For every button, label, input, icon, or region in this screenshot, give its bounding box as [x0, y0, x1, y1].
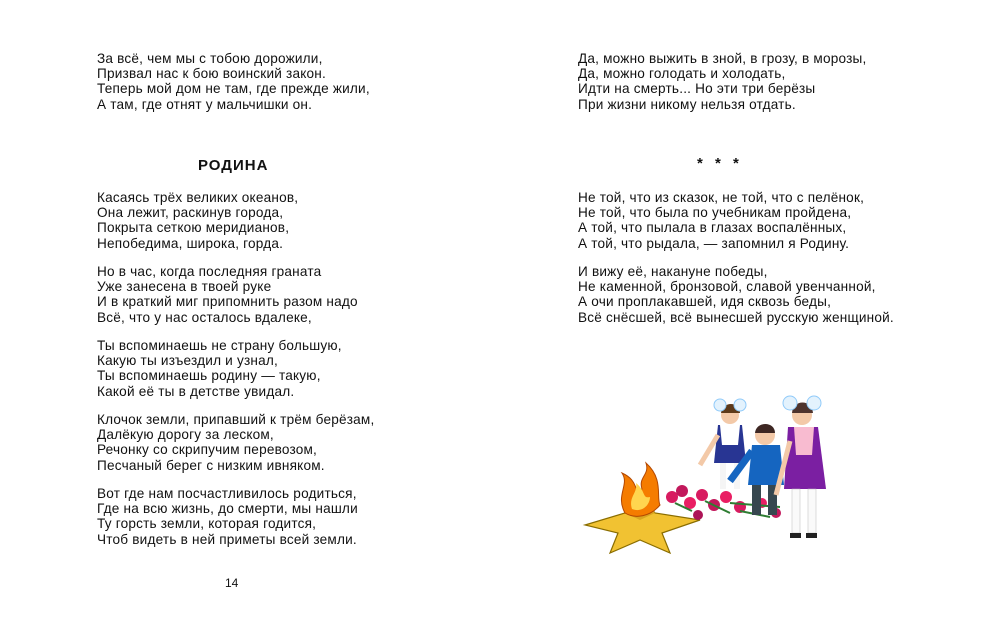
poem-line: Не каменной, бронзовой, славой увенчанной,: [578, 279, 876, 295]
poem-line: Да, можно голодать и холодать,: [578, 66, 786, 82]
right-intro-stanza: [578, 51, 866, 112]
poem-line: Не той, что из сказок, не той, что с пелёнок,: [578, 190, 865, 205]
poem-line: При жизни никому нельзя отдать.: [578, 96, 796, 112]
left-stanza-4: [97, 412, 374, 473]
poem-line: За всё, чем мы с тобою дорожили,: [97, 51, 323, 66]
poem-line: Теперь мой дом не там, где прежде жили,: [97, 81, 370, 97]
girl-right-figure: [776, 396, 826, 538]
poem-line: Песчаный берег с низким ивняком.: [97, 457, 325, 473]
poem-line: Касаясь трёх великих океанов,: [97, 190, 299, 205]
left-stanza-5: [97, 486, 358, 547]
poem-line: А той, что рыдала, — запомнил я Родину.: [578, 235, 850, 251]
poem-line: Идти на смерть... Но эти три берёзы: [578, 81, 816, 97]
poem-line: Но в час, когда последняя граната: [97, 264, 322, 279]
poem-line: А той, что пылала в глазах воспалённых,: [578, 220, 847, 236]
flowers-icon: [666, 485, 781, 520]
poem-line: Ты вспоминаешь родину — такую,: [97, 368, 321, 384]
poem-line: И вижу её, накануне победы,: [578, 264, 768, 279]
poem-title-rodina: РОДИНА: [198, 157, 269, 174]
poem-line: Какой её ты в детстве увидал.: [97, 383, 295, 399]
right-stanza-1: [578, 190, 864, 251]
poem-line: Призвал нас к бою воинский закон.: [97, 66, 326, 82]
poem-line: Уже занесена в твоей руке: [97, 279, 272, 295]
poem-line: Всё, что у нас осталось вдалеке,: [97, 309, 312, 325]
poem-line: Чтоб видеть в ней приметы всей земли.: [97, 531, 357, 547]
poem-line: Покрыта сеткою меридианов,: [97, 220, 290, 236]
poem-line: Где на всю жизнь, до смерти, мы нашли: [97, 501, 358, 517]
flame-icon: [621, 463, 660, 516]
girl-left-figure: [700, 399, 746, 489]
poem-line: Не той, что была по учебникам пройдена,: [578, 205, 852, 221]
poem-line: Далёкую дорогу за леском,: [97, 427, 274, 443]
page-number: 14: [225, 576, 239, 590]
poem-line: И в краткий миг припомнить разом надо: [97, 294, 358, 310]
poem-line: Непобедима, широка, горда.: [97, 235, 284, 251]
poem-line: А очи проплакавшей, идя сквозь беды,: [578, 294, 832, 310]
poem-line: Вот где нам посчастливилось родиться,: [97, 486, 357, 501]
poem-line: Какую ты изъездил и узнал,: [97, 353, 278, 369]
left-intro-stanza: [97, 51, 370, 112]
poem-line: Ту горсть земли, которая годится,: [97, 516, 317, 532]
poem-line: Она лежит, раскинув города,: [97, 205, 284, 221]
left-stanza-3: [97, 338, 342, 399]
left-stanza-1: [97, 190, 298, 251]
poem-line: Речонку со скрипучим перевозом,: [97, 442, 318, 458]
left-stanza-2: [97, 264, 358, 325]
right-stanza-2: [578, 264, 894, 325]
poem-line: А там, где отнят у мальчишки он.: [97, 96, 313, 112]
poem-line: Да, можно выжить в зной, в грозу, в морозы,: [578, 51, 867, 66]
poem-title-asterisks: * * *: [697, 155, 743, 172]
poem-line: Всё снёсшей, всё вынесшей русскую женщиной.: [578, 309, 894, 325]
poem-line: Клочок земли, припавший к трём берёзам,: [97, 412, 375, 427]
poem-line: Ты вспоминаешь не страну большую,: [97, 338, 342, 353]
eternal-flame-children-flowers-illustration: [580, 385, 840, 560]
